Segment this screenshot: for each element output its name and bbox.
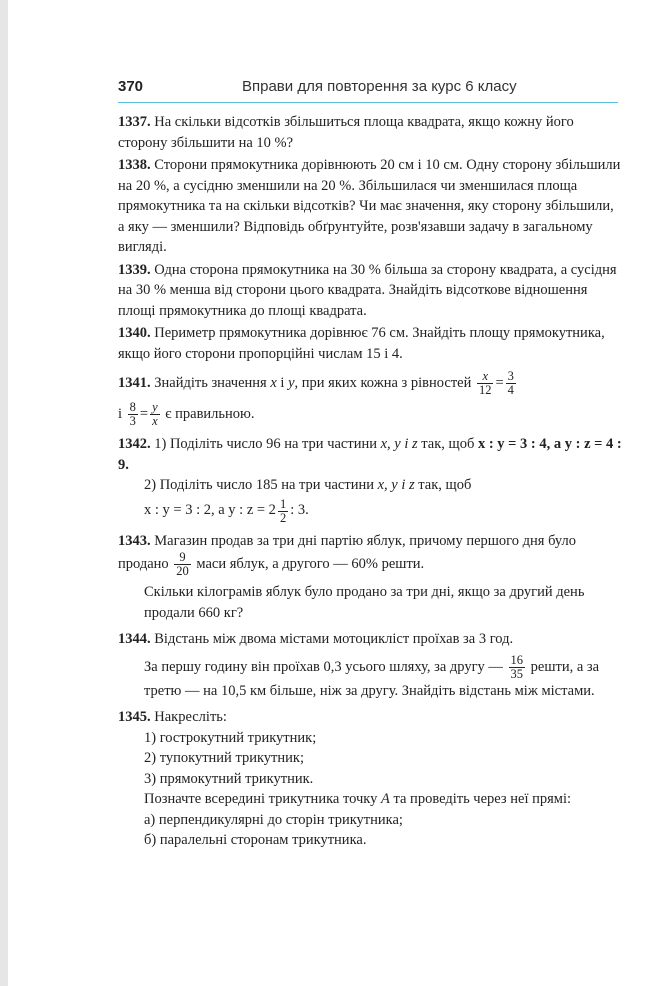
exercise-text: Позначте всередині трикутника точку (144, 791, 378, 807)
exercise-1341 (118, 370, 623, 428)
part-2-text: так, щоб (418, 477, 472, 493)
exercise-text: Знайдіть значення (154, 374, 267, 391)
ratio: x : y = 3 : 4, а y : z = 4 : 9. (118, 436, 622, 473)
running-title: Вправи для повторення за курс 6 класу (242, 78, 517, 95)
exercise-text: Сторони прямокутника дорівнюють 20 см і 10 см. Одну сторону збільшили на 20 %, а сусідню зменшили на 20 %. Збільшилася чи зменшилася площа прямокутника та на скільки відсотків? Чи має значення, яку сторону збільшили, а яку — зменшили? Відповідь обґрунтуйте, розв'язавши задачу в загальному вигляді. (118, 157, 621, 255)
exercise-number: 1337. (118, 114, 151, 130)
list-item: 3) прямокутний трикутник. (144, 770, 314, 787)
denominator: 2 (279, 510, 287, 525)
exercise-text: маси яблук, а другого — 60% решти. (196, 555, 425, 572)
exercise-text: Периметр прямокутника дорівнює 76 см. Знайдіть площу прямокутника, якщо його сторони пропорційні числам 15 і 4. (118, 325, 605, 362)
fraction (509, 654, 526, 681)
exercise-text: Магазин продав за три дні партію яблук, причому першого (154, 532, 520, 549)
conjunction: і (280, 374, 285, 391)
numerator: 8 (129, 400, 136, 414)
fraction (477, 370, 494, 397)
exercise-text: є правильною. (165, 405, 255, 422)
exercise-number: 1342. (118, 436, 151, 452)
list-item: б) паралельні сторонам трикутника. (144, 832, 367, 848)
ratio-text: : 3. (290, 502, 309, 519)
numerator: 16 (510, 652, 524, 667)
denominator: x (152, 414, 158, 428)
exercise-title: Накресліть: (154, 709, 227, 725)
numerator: x (477, 370, 494, 384)
exercise-text: На скільки відсотків збільшиться площа квадрата, якщо кожну його сторону збільшити на 10 %? (118, 114, 574, 151)
exercise-list (118, 112, 623, 853)
fraction (128, 401, 138, 428)
textbook-page (8, 0, 672, 986)
list-item: а) перпендикулярні до сторін трикутника; (144, 811, 403, 828)
exercise-1340 (118, 323, 623, 364)
exercise-text: Скільки кілограмів яблук було продано за три дні, якщо за другий день продали 660 кг? (144, 584, 585, 621)
exercise-1345 (118, 707, 623, 851)
exercise-1338 (118, 155, 623, 258)
variable-x: x (270, 374, 277, 391)
part-2-text: 2) Поділіть число 185 на три частини (144, 477, 374, 493)
point-label: A (381, 791, 390, 807)
exercise-text: та проведіть через неї прямі: (393, 791, 572, 807)
fraction (174, 551, 191, 578)
exercise-number: 1343. (118, 532, 151, 549)
part-1-text: так, щоб (421, 436, 475, 452)
exercise-1343 (118, 531, 623, 624)
denominator: 35 (510, 666, 524, 681)
fraction (278, 498, 288, 525)
conjunction: і (118, 405, 123, 422)
exercise-number: 1344. (118, 631, 151, 647)
denominator: 3 (129, 414, 136, 428)
part-1-text: 1) Поділіть число 96 на три частини (154, 436, 377, 452)
denominator: 12 (478, 383, 492, 397)
exercise-number: 1345. (118, 709, 151, 725)
page-header (118, 76, 618, 103)
exercise-text: дня було продано (118, 532, 576, 572)
denominator: 20 (176, 564, 189, 578)
exercise-1342 (118, 434, 623, 525)
denominator: 4 (507, 383, 514, 397)
ratio (144, 496, 309, 525)
exercise-number: 1340. (118, 325, 151, 341)
numerator: 3 (507, 369, 514, 383)
exercise-1339 (118, 260, 623, 322)
exercise-text: Одна сторона прямокутника на 30 % більша за сторону квадрата, а сусідня на 30 % менша від сторони цього квадрата. Знайдіть відсоткове відношення площі прямокутника до площі квадрата. (118, 261, 617, 319)
page-number: 370 (118, 78, 144, 95)
numerator: 9 (174, 551, 191, 565)
exercise-text: За першу годину він проїхав 0,3 усього шляху, за другу — (144, 658, 503, 675)
exercise-text: решти, а за третю — на 10,5 км більше, ніж за другу. Знайдіть відстань між містами. (144, 658, 600, 699)
equals-sign: = (139, 405, 149, 422)
variables: x, y і z (380, 436, 418, 452)
fraction (506, 370, 516, 397)
numerator: 1 (279, 496, 287, 511)
variable-y: y (288, 374, 295, 391)
variables: x, y і z (377, 477, 415, 493)
exercise-number: 1341. (118, 374, 151, 391)
exercise-number: 1338. (118, 157, 151, 173)
list-item: 1) гострокутний трикутник; (144, 729, 317, 746)
fraction (150, 401, 160, 428)
exercise-number: 1339. (118, 261, 151, 278)
exercise-text: Відстань між двома містами мотоцикліст проїхав за 3 год. (154, 631, 514, 647)
exercise-1337 (118, 112, 623, 153)
ratio-text: x : y = 3 : 2, а y : z = 2 (144, 502, 276, 519)
numerator: y (152, 400, 158, 414)
list-item: 2) тупокутний трикутник; (144, 750, 304, 766)
exercise-text: , при яких кожна з рівностей (294, 374, 472, 391)
equals-sign: = (495, 374, 504, 391)
exercise-1344 (118, 629, 623, 701)
